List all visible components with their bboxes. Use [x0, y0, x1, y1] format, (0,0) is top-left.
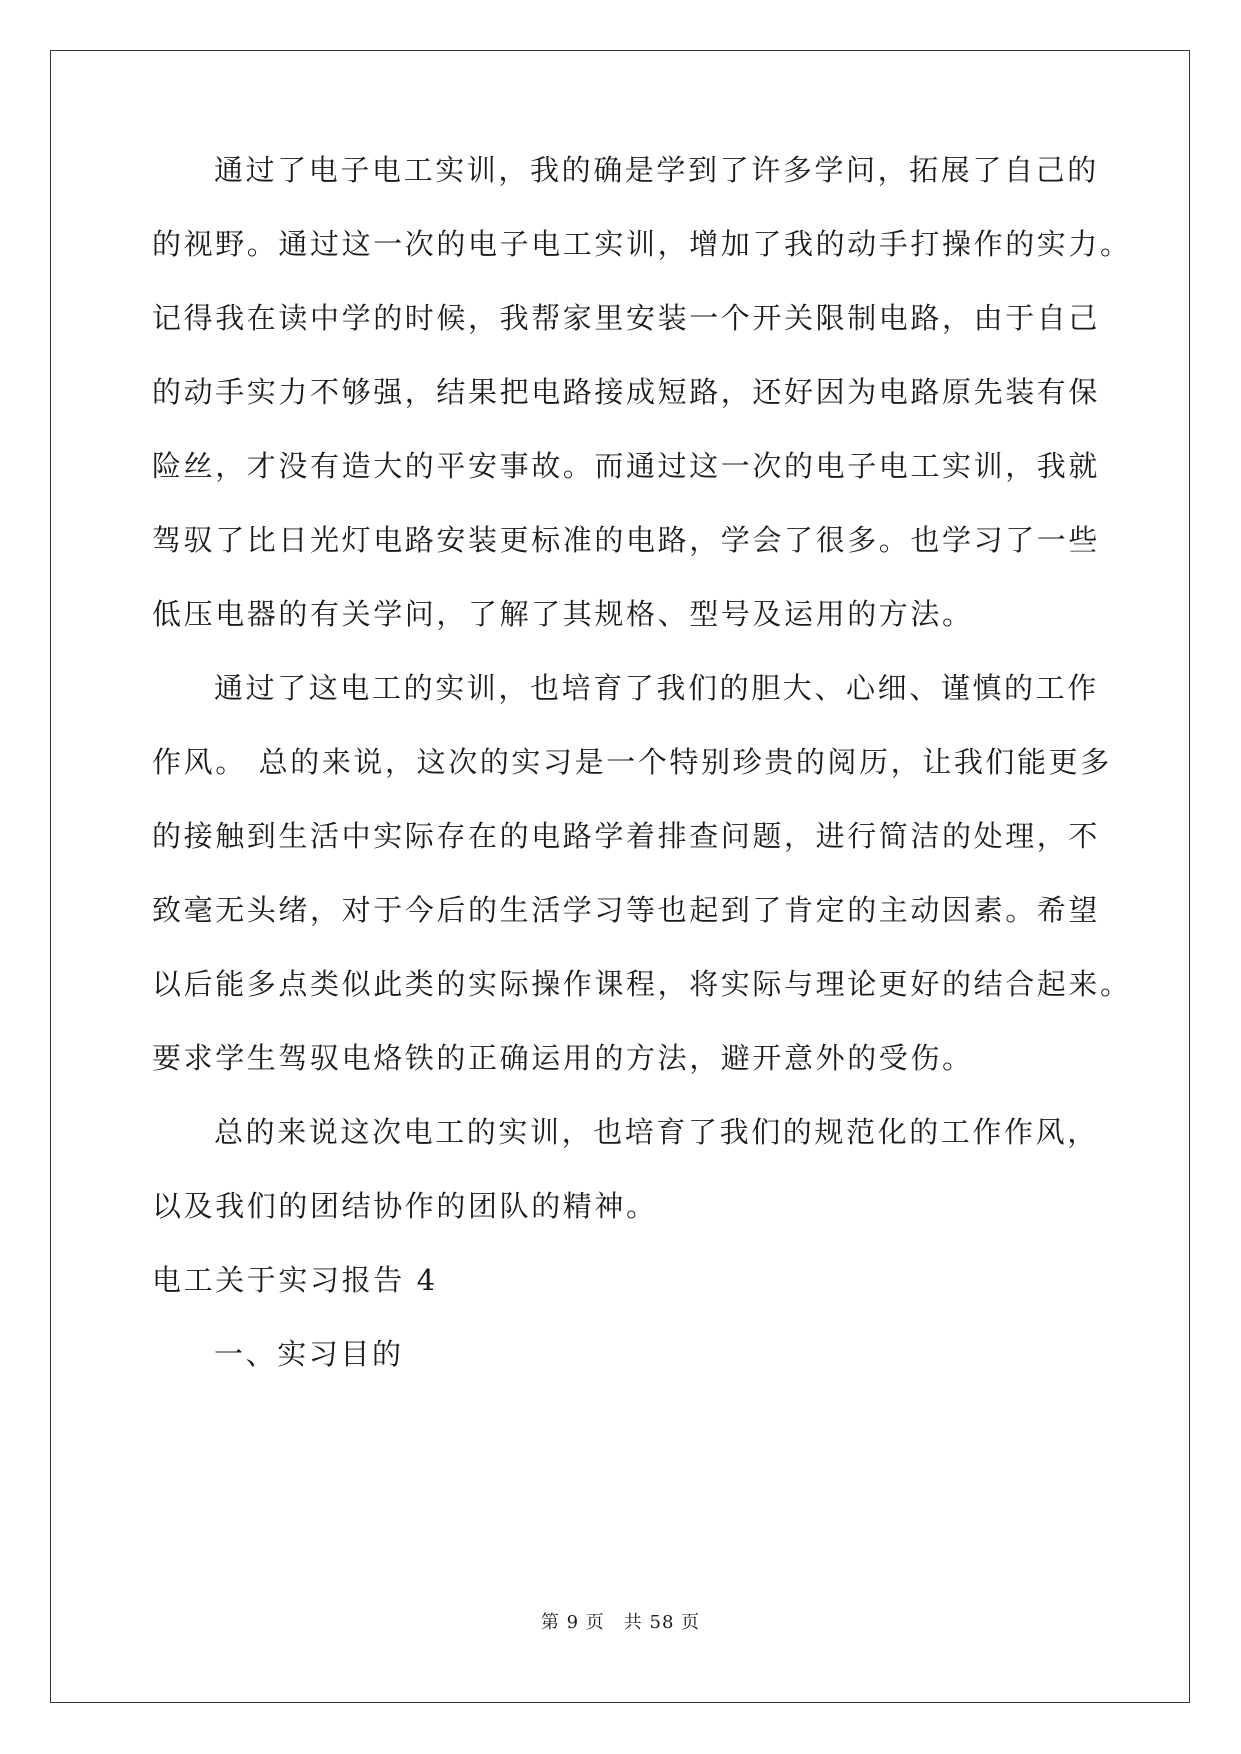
- paragraph-line: 通过了这电工的实训，也培育了我们的胆大、心细、谨慎的工作: [214, 671, 1099, 705]
- paragraph-line: 作风。 总的来说，这次的实习是一个特别珍贵的阅历，让我们能更多: [152, 745, 1112, 779]
- paragraph-line: 低压电器的有关学问，了解了其规格、型号及运用的方法。: [152, 597, 974, 631]
- paragraph-line: 总的来说这次电工的实训，也培育了我们的规范化的工作作风，: [214, 1115, 1099, 1149]
- paragraph-line: 致毫无头绪，对于今后的生活学习等也起到了肯定的主动因素。希望: [152, 893, 1101, 927]
- paragraph-line: 的接触到生活中实际存在的电路学着排查问题，进行简洁的处理，不: [152, 819, 1101, 853]
- page-footer: 第 9 页 共 58 页: [540, 1612, 701, 1633]
- paragraph-line: 记得我在读中学的时候，我帮家里安装一个开关限制电路，由于自己: [152, 301, 1101, 335]
- paragraph-line: 驾驭了比日光灯电路安装更标准的电路，学会了很多。也学习了一些: [152, 523, 1101, 557]
- subsection-heading: 一、实习目的: [214, 1337, 404, 1371]
- paragraph-line: 的动手实力不够强，结果把电路接成短路，还好因为电路原先装有保: [152, 375, 1101, 409]
- section-heading: 电工关于实习报告 4: [152, 1263, 438, 1297]
- paragraph-line: 以后能多点类似此类的实际操作课程，将实际与理论更好的结合起来。: [152, 967, 1132, 1001]
- paragraph-line: 以及我们的团结协作的团队的精神。: [152, 1189, 658, 1223]
- paragraph-line: 险丝，才没有造大的平安事故。而通过这一次的电子电工实训，我就: [152, 449, 1101, 483]
- paragraph-line: 的视野。通过这一次的电子电工实训，增加了我的动手打操作的实力。: [152, 227, 1132, 261]
- paragraph-line: 通过了电子电工实训，我的确是学到了许多学问，拓展了自己的: [214, 153, 1099, 187]
- paragraph-line: 要求学生驾驭电烙铁的正确运用的方法，避开意外的受伤。: [152, 1041, 974, 1075]
